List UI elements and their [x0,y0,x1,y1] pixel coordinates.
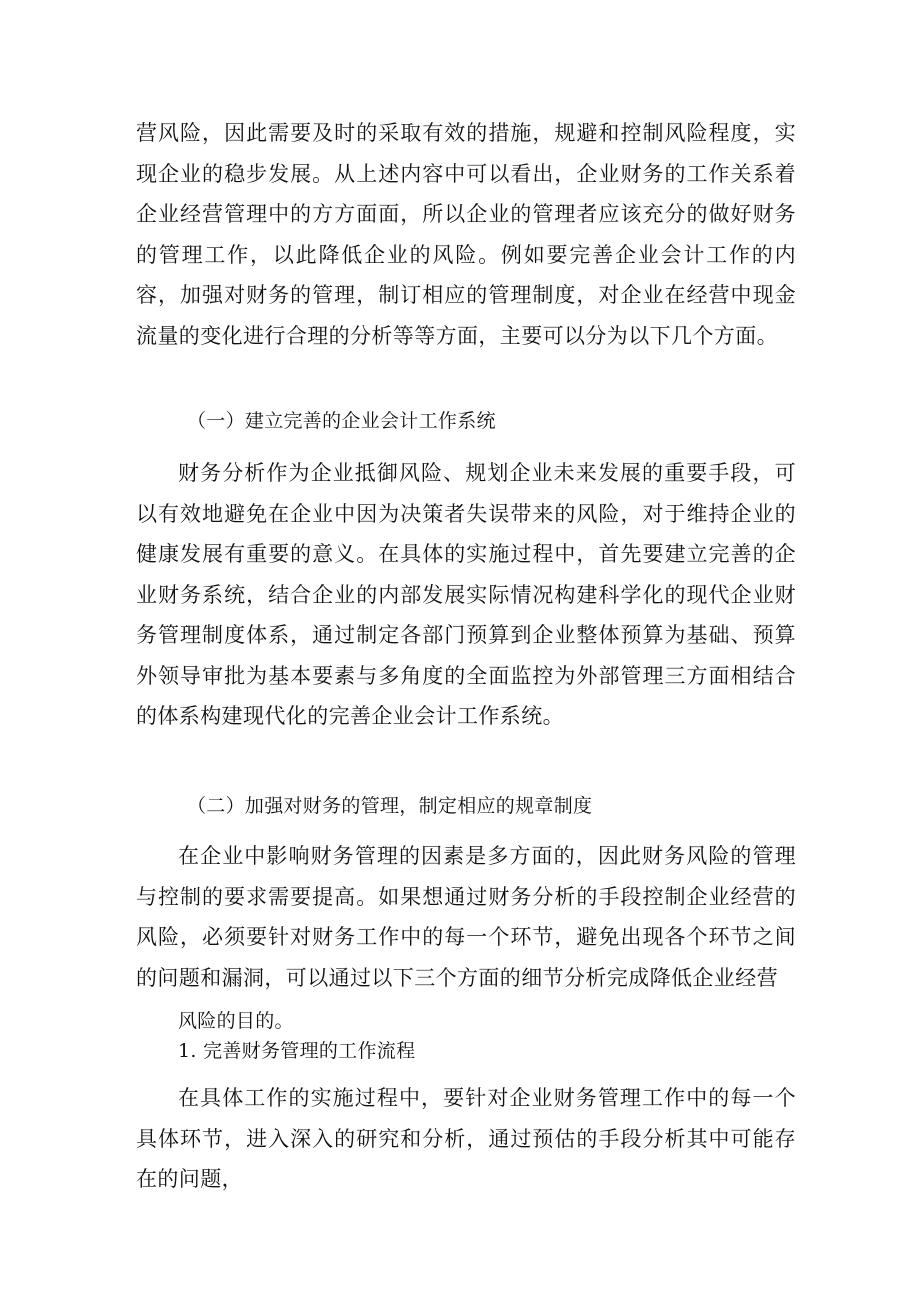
subheading-1: 1. 完善财务管理的工作流程 [178,1040,416,1062]
paragraph-4: 在具体工作的实施过程中，要针对企业财务管理工作中的每一个具体环节，进入深入的研究和分析，通过预估的手段分析其中可能存在的问题， [136,1086,796,1191]
section-heading-2: （二）加强对财务的管理，制定相应的规章制度 [187,795,593,817]
section-heading-1: （一）建立完善的企业会计工作系统 [187,410,496,432]
paragraph-3: 在企业中影响财务管理的因素是多方面的，因此财务风险的管理与控制的要求需要提高。如果想通过财务分析的手段控制企业经营的风险，必须要针对财务工作中的每一个环节，避免出现各个环节之间的问题和漏洞，可以通过以下三个方面的细节分析完成降低企业经营 [136,844,796,990]
paragraph-2: 财务分析作为企业抵御风险、规划企业未来发展的重要手段，可以有效地避免在企业中因为决策者失误带来的风险，对于维持企业的健康发展有重要的意义。在具体的实施过程中，首先要建立完善的企业财务系统，结合企业的内部发展实际情况构建科学化的现代企业财务管理制度体系，通过制定各部门预算到企业整体预算为基础、预算外领导审批为基本要素与多角度的全面监控为外部管理三方面相结合的体系构建现代化的完善企业会计工作系统。 [136,461,796,728]
paragraph-1: 营风险，因此需要及时的采取有效的措施，规避和控制风险程度，实现企业的稳步发展。从上述内容中可以看出，企业财务的工作关系着企业经营管理中的方方面面，所以企业的管理者应该充分的做好财务的管理工作，以此降低企业的风险。例如要完善企业会计工作的内容，加强对财务的管理，制订相应的管理制度，对企业在经营中现金流量的变化进行合理的分析等等方面，主要可以分为以下几个方面。 [136,121,796,348]
paragraph-3-tail: 风险的目的。 [178,1010,294,1032]
